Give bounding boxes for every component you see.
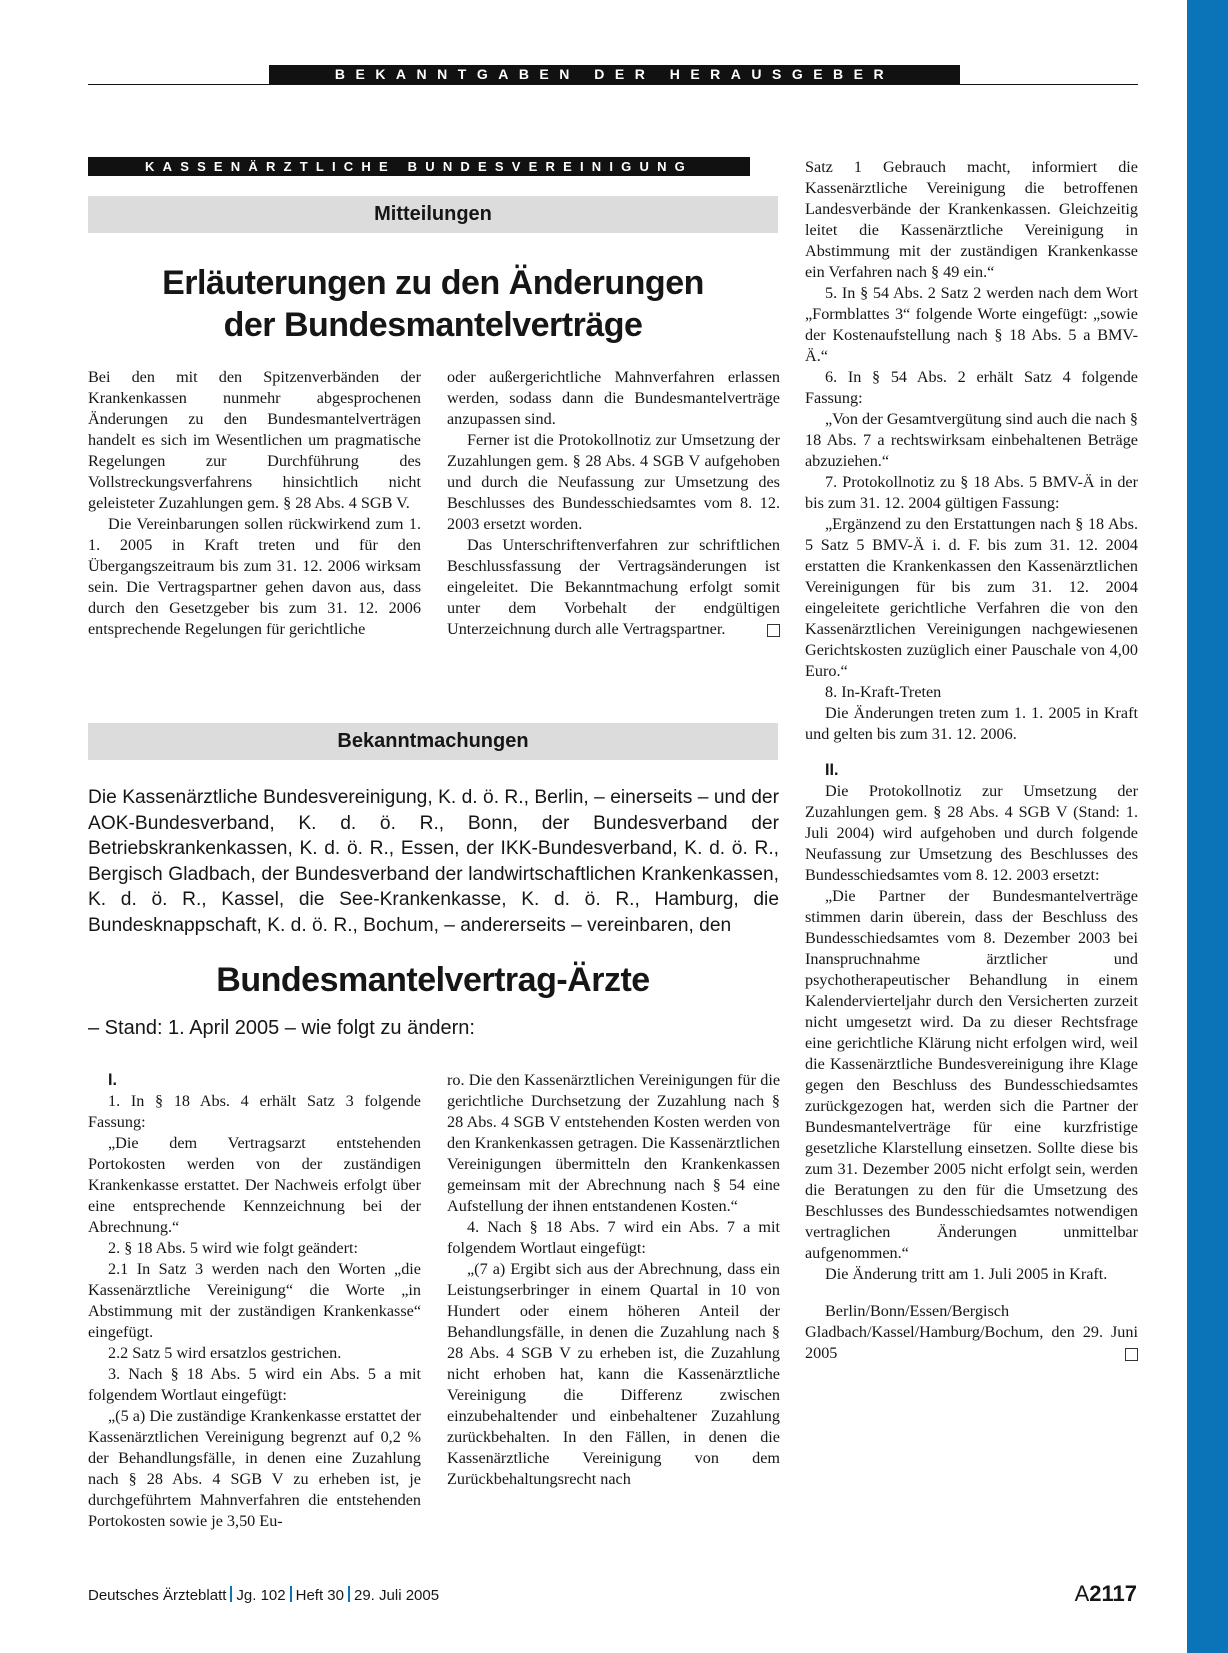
paragraph: 2.1 In Satz 3 werden nach den Worten „die Kassenärztliche Vereinigung“ die Worte „in Abstimmung mit der zuständigen Krankenkasse“ eingefügt. — [88, 1260, 421, 1341]
paragraph: Bei den mit den Spitzenverbänden der Krankenkassen nunmehr abgesprochenen Änderungen zu den Bundesmantelverträgen handelt es sich im Wesentlichen um pragmatische Regelungen zur Durchführung des Vollstreckungsverfahrens hinsichtlich nicht geleisteter Zuzahlungen gem. § 28 Abs. 4 SGB V. — [88, 368, 421, 512]
page-edge-color-bar — [1187, 0, 1228, 1653]
contract-column-1 — [88, 1070, 421, 1532]
end-of-article-mark — [767, 624, 780, 637]
paragraph: 1. In § 18 Abs. 4 erhält Satz 3 folgende Fassung: — [88, 1092, 421, 1131]
paragraph: Die Änderungen treten zum 1. 1. 2005 in Kraft und gelten bis zum 31. 12. 2006. — [805, 704, 1138, 743]
paragraph: ro. Die den Kassenärztlichen Vereinigungen für die gerichtliche Durchsetzung der Zuzahlung nach § 28 Abs. 4 SGB V entstehenden Kosten werden von den Krankenkassen getragen. Die Kassenärztlichen Vereinigungen übermitteln den Krankenkassen gemeinsam mit der Abrechnung nach § 54 eine Aufstellung der ihnen entstandenen Kosten.“ — [447, 1071, 780, 1215]
paragraph: 5. In § 54 Abs. 2 Satz 2 werden nach dem Wort „Formblattes 3“ folgende Worte eingefügt: „sowie der Kostenaufstellung nach § 18 Abs. 5 a BMV-Ä.“ — [805, 284, 1138, 365]
roman-section-heading: I. — [108, 1071, 117, 1089]
paragraph: Satz 1 Gebrauch macht, informiert die Kassenärztliche Vereinigung die betroffenen Landesverbände der Krankenkassen. Gleichzeitig leitet die Kassenärztliche Vereinigung in Abstimmung mit der zuständigen Krankenkasse ein Verfahren nach § 49 ein.“ — [805, 158, 1138, 281]
paragraph-with-end-mark — [447, 535, 780, 640]
paragraph: 3. Nach § 18 Abs. 5 wird ein Abs. 5 a mit folgendem Wortlaut eingefügt: — [88, 1365, 421, 1404]
paragraph: 6. In § 54 Abs. 2 erhält Satz 4 folgende Fassung: — [805, 368, 1138, 407]
footer-separator — [230, 1586, 232, 1602]
paragraph: Ferner ist die Protokollnotiz zur Umsetzung der Zuzahlungen gem. § 28 Abs. 4 SGB V aufgehoben und durch die Neufassung zur Umsetzung des Beschlusses des Bundesschiedsamtes vom 8. 12. 2003 ersetzt worden. — [447, 431, 780, 533]
article-title-line1: Erläuterungen zu den Änderungen — [162, 264, 704, 302]
paragraph: oder außergerichtliche Mahnverfahren erlassen werden, sodass dann die Bundesmantelverträge anzupassen sind. — [447, 368, 780, 428]
page-number-value: 2117 — [1089, 1581, 1137, 1606]
bekanntmachungen-heading: Bekanntmachungen — [88, 723, 778, 760]
agreement-intro: Die Kassenärztliche Bundesvereinigung, K. d. ö. R., Berlin, – einerseits – und der AOK-Bundesverband, K. d. ö. R., Bonn, der Bundesverband der Betriebskrankenkassen, K. d. ö. R., Essen, der IKK-Bundesverband, K. d. ö. R., Bergisch Gladbach, der Bundesverband der landwirtschaftlichen Krankenkassen, K. d. ö. R., Kassel, die See-Krankenkasse, K. d. ö. R., Hamburg, die Bundesknappschaft, K. d. ö. R., Bochum, – andererseits – vereinbaren, den — [88, 787, 779, 936]
paragraph: „Von der Gesamtvergütung sind auch die nach § 18 Abs. 7 a rechtswirksam einbehaltenen Beträge abzuziehen.“ — [805, 410, 1138, 470]
footer-issue: Heft 30 — [295, 1587, 344, 1604]
footer-separator — [348, 1586, 350, 1602]
paragraph: „Ergänzend zu den Erstattungen nach § 18 Abs. 5 Satz 5 BMV-Ä i. d. F. bis zum 31. 12. 2004 erstatten die Krankenkassen den Kassenärztlichen Vereinigungen für bis zum 31. 12. 2004 eingeleitete gerichtliche Verfahren die von den Kassenärztlichen Vereinigungen nachgewiesenen Gerichtskosten zuzüglich einer Pauschale von 4,00 Euro.“ — [805, 515, 1138, 680]
contract-title: Bundesmantelvertrag-Ärzte — [216, 961, 650, 999]
paragraph: „Die Partner der Bundesmantelverträge stimmen darin überein, dass der Beschluss des Bundesschiedsamtes vom 8. Dezember 2003 bei Inanspruchnahme ärztlicher und psychotherapeutischer Behandlung in einem Kalendervierteljahr durch den Versicherten zurzeit nicht umgesetzt wird. Da zu dieser Rechtsfrage eine gerichtliche Klärung nicht erfolgen wird, weil die Kassenärztliche Bundesvereinigung ihre Klage gegen den Beschluss des Bundesschiedsamtes zurückgezogen hat, werden sich die Partner der Bundesmantelverträge für eine kurzfristige gesetzliche Klarstellung einsetzen. Sollte diese bis zum 31. Dezember 2005 nicht erfolgt sein, werden die Beratungen zu den für die Umsetzung des Beschlusses des Bundesschiedsamtes notwendigen vertraglichen Änderungen unmittelbar aufgenommen.“ — [805, 887, 1138, 1262]
paragraph: Die Vereinbarungen sollen rückwirkend zum 1. 1. 2005 in Kraft treten und für den Übergangszeitraum bis zum 31. 12. 2006 wirksam sein. Die Vertragspartner gehen davon aus, dass durch den Gesetzgeber bis zum 31. 12. 2006 entsprechende Regelungen für gerichtliche — [88, 515, 421, 638]
paragraph-text: Das Unterschriftenverfahren zur schriftlichen Beschlussfassung der Vertragsänderungen ist eingeleitet. Die Bekanntmachung erfolgt somit unter dem Vorbehalt der endgültigen Unterzeichnung durch alle Vertragspartner. — [447, 536, 780, 638]
footer-separator — [290, 1586, 292, 1602]
paragraph: „Die dem Vertragsarzt entstehenden Portokosten werden von der zuständigen Krankenkasse erstattet. Der Nachweis erfolgt über eine entsprechende Kennzeichnung bei der Abrechnung.“ — [88, 1134, 421, 1236]
contract-stand: – Stand: 1. April 2005 – wie folgt zu ändern: — [88, 1017, 475, 1039]
article-title — [88, 262, 778, 346]
paragraph: „(5 a) Die zuständige Krankenkasse erstattet der Kassenärztlichen Vereinigung begrenzt auf 0,2 % der Behandlungsfälle, in denen eine Zuzahlung nach § 28 Abs. 4 SGB V zu erheben ist, je durchgeführtem Mahnverfahren die entstehenden Portokosten sowie je 3,50 Eu- — [88, 1407, 421, 1530]
mitteilungen-column-1 — [88, 367, 421, 640]
header-band: BEKANNTGABEN DER HERAUSGEBER — [269, 65, 960, 84]
header-rule — [88, 84, 1138, 85]
end-of-article-mark — [1125, 1348, 1138, 1361]
footer-citation — [88, 1586, 439, 1606]
right-column — [805, 157, 1138, 1364]
mitteilungen-heading: Mitteilungen — [88, 196, 778, 233]
page-prefix: A — [1074, 1581, 1090, 1606]
paragraph: 4. Nach § 18 Abs. 7 wird ein Abs. 7 a mit folgendem Wortlaut eingefügt: — [447, 1218, 780, 1257]
footer-volume: Jg. 102 — [236, 1587, 286, 1604]
paragraph: 2.2 Satz 5 wird ersatzlos gestrichen. — [108, 1344, 342, 1362]
footer-date: 29. Juli 2005 — [354, 1587, 440, 1604]
paragraph: 8. In-Kraft-Treten — [825, 683, 942, 701]
signature-place-date — [805, 1301, 1138, 1364]
mitteilungen-column-2 — [447, 367, 780, 640]
roman-section-heading: II. — [825, 761, 839, 779]
paragraph: Die Protokollnotiz zur Umsetzung der Zuzahlungen gem. § 28 Abs. 4 SGB V (Stand: 1. Juli 2004) wird aufgehoben und durch folgende Neufassung zur Umsetzung des Beschlusses des Bundesschiedsamtes vom 8. 12. 2003 ersetzt: — [805, 782, 1138, 884]
paragraph: Die Änderung tritt am 1. Juli 2005 in Kraft. — [825, 1265, 1108, 1283]
page-number — [1075, 1580, 1137, 1608]
section-band: KASSENÄRZTLICHE BUNDESVEREINIGUNG — [88, 157, 750, 176]
paragraph-text: Berlin/Bonn/Essen/Bergisch Gladbach/Kassel/Hamburg/Bochum, den 29. Juni 2005 — [805, 1302, 1138, 1362]
paragraph: „(7 a) Ergibt sich aus der Abrechnung, dass ein Leistungserbringer in einem Quartal in 10 von Hundert oder einem höheren Anteil der Behandlungsfälle, in denen die Zuzahlung nach § 28 Abs. 4 SGB V zu erheben ist, die Zuzahlung nicht erhoben hat, kann die Kassenärztliche Vereinigung die Differenz zwischen einzubehaltender und einbehaltener Zuzahlung zurückbehalten. In den Fällen, in denen die Kassenärztliche Vereinigung von dem Zurückbehaltungsrecht nach — [447, 1260, 780, 1488]
footer-journal: Deutsches Ärzteblatt — [88, 1587, 227, 1604]
contract-column-2 — [447, 1070, 780, 1490]
paragraph: 2. § 18 Abs. 5 wird wie folgt geändert: — [108, 1239, 358, 1257]
article-title-line2: der Bundesmantelverträge — [223, 306, 643, 344]
paragraph: 7. Protokollnotiz zu § 18 Abs. 5 BMV-Ä in der bis zum 31. 12. 2004 gültigen Fassung: — [805, 473, 1138, 512]
